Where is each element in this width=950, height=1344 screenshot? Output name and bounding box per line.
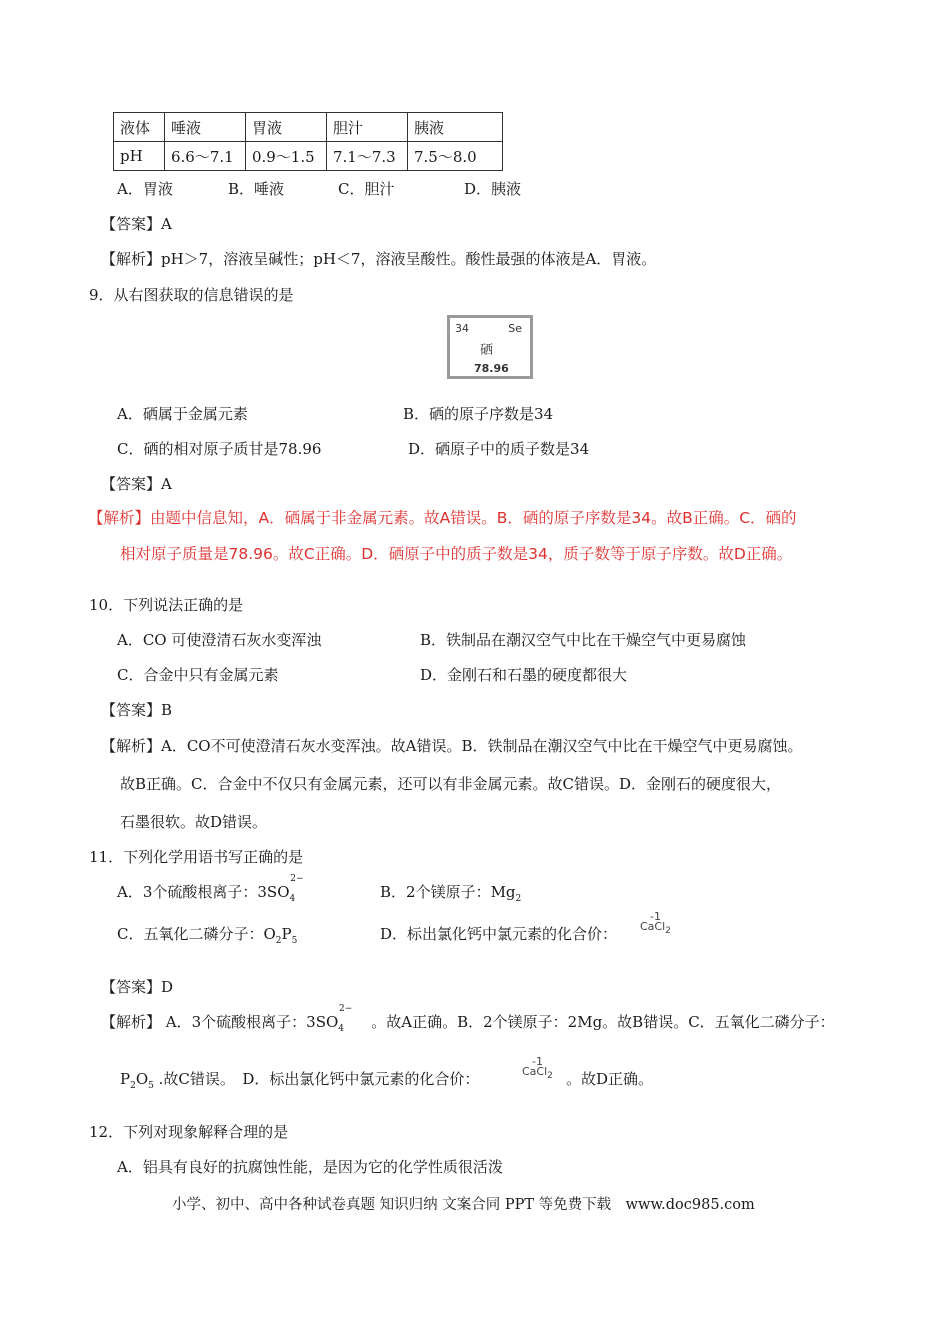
q10-analysis-line1: 【解析】A．CO不可使澄清石灰水变浑浊。故A错误。B．铁制品在潮汉空气中比在干燥空气中更易腐蚀。 [101,737,803,755]
cacl2-valence-formula-analysis: -1 CaCl$_2$ [522,1055,553,1082]
q11-analysis-end: 。故D正确。 [566,1070,654,1088]
atomic-number: 34 [455,322,469,335]
q10-analysis-line2: 故B正确。C．合金中不仅只有金属元素，还可以有非金属元素。故C错误。D．金刚石的硬度很大， [120,775,782,793]
q8-option-c: C．胆汁 [338,180,395,198]
q8-answer: 【答案】A [101,215,172,233]
q10-option-a: A．CO 可使澄清石灰水变浑浊 [117,631,322,649]
table-cell: 6.6～7.1 [165,142,246,171]
q10-analysis-line3: 石墨很软。故D错误。 [120,813,268,831]
q10-option-b: B．铁制品在潮汉空气中比在干燥空气中更易腐蚀 [420,631,747,649]
q9-analysis-line1: 【解析】由题中信息知，A．硒属于非金属元素。故A错误。B．硒的原子序数是34。故B正确。C．硒的 [88,509,797,527]
table-cell: pH [114,142,165,171]
q8-option-b: B．唾液 [228,180,285,198]
table-cell: 7.1～7.3 [327,142,408,171]
q9-option-a: A．硒属于金属元素 [117,405,248,423]
q11-answer: 【答案】D [101,978,174,996]
cacl2-valence-formula: -1 CaCl$_2$ [640,910,671,937]
q9-option-c: C．硒的相对原子质甘是78.96 [117,440,322,458]
table-cell: 胆汁 [327,113,408,142]
table-cell: 液体 [114,113,165,142]
q9-analysis-line2: 相对原子质量是78.96。故C正确。D．硒原子中的质子数是34，质子数等于原子序数。故D正确。 [120,545,793,563]
selenium-element-card [447,315,533,379]
q8-option-d: D．胰液 [464,180,522,198]
q9-option-b: B．硒的原子序数是34 [403,405,554,423]
q11-option-c: C．五氧化二磷分子：$O_2P_5$ [117,925,298,946]
q9-stem: 9．从右图获取的信息错误的是 [89,286,294,304]
q10-option-c: C．合金中只有金属元素 [117,666,279,684]
element-name: 硒 [480,343,494,358]
q8-option-a: A．胃液 [117,180,173,198]
table-cell: 唾液 [165,113,246,142]
table-header-row [114,113,503,142]
q9-answer: 【答案】A [101,475,172,493]
q10-stem: 10．下列说法正确的是 [89,596,244,614]
q8-analysis: 【解析】pH＞7，溶液呈碱性；pH＜7，溶液呈酸性。酸性最强的体液是A．胃液。 [101,250,657,268]
q11-option-d: D．标出氯化钙中氯元素的化合价： [380,925,618,943]
element-symbol: Se [508,322,522,335]
ph-table [113,112,503,171]
table-row [114,142,503,171]
page-footer: 小学、初中、高中各种试卷真题 知识归纳 文案合同 PPT 等免费下载 www.doc985.com [172,1197,755,1213]
q12-option-a: A．铝具有良好的抗腐蚀性能，是因为它的化学性质很活泼 [117,1158,503,1176]
table-cell: 0.9～1.5 [246,142,327,171]
q11-analysis-line2: $P_2O_5$ .故C错误。 D．标出氯化钙中氯元素的化合价： [120,1070,480,1091]
q11-option-a: A．3个硫酸根离子：$3SO_4^{2-}$ [117,874,304,904]
table-cell: 7.5～8.0 [408,142,503,171]
q11-stem: 11．下列化学用语书写正确的是 [89,848,304,866]
table-cell: 胰液 [408,113,503,142]
q10-answer: 【答案】B [101,701,173,719]
atomic-mass: 78.96 [474,362,509,375]
q11-analysis-line1: 【解析】 A．3个硫酸根离子：$3SO_4^{2-}$。故A正确。B．2个镁原子：2Mg。故B错误。C．五氧化二磷分子： [101,1004,835,1034]
q12-stem: 12．下列对现象解释合理的是 [89,1123,289,1141]
table-cell: 胃液 [246,113,327,142]
q11-option-b: B．2个镁原子：$Mg_2$ [380,883,522,904]
q9-option-d: D．硒原子中的质子数是34 [408,440,590,458]
q10-option-d: D．金刚石和石墨的硬度都很大 [420,666,628,684]
